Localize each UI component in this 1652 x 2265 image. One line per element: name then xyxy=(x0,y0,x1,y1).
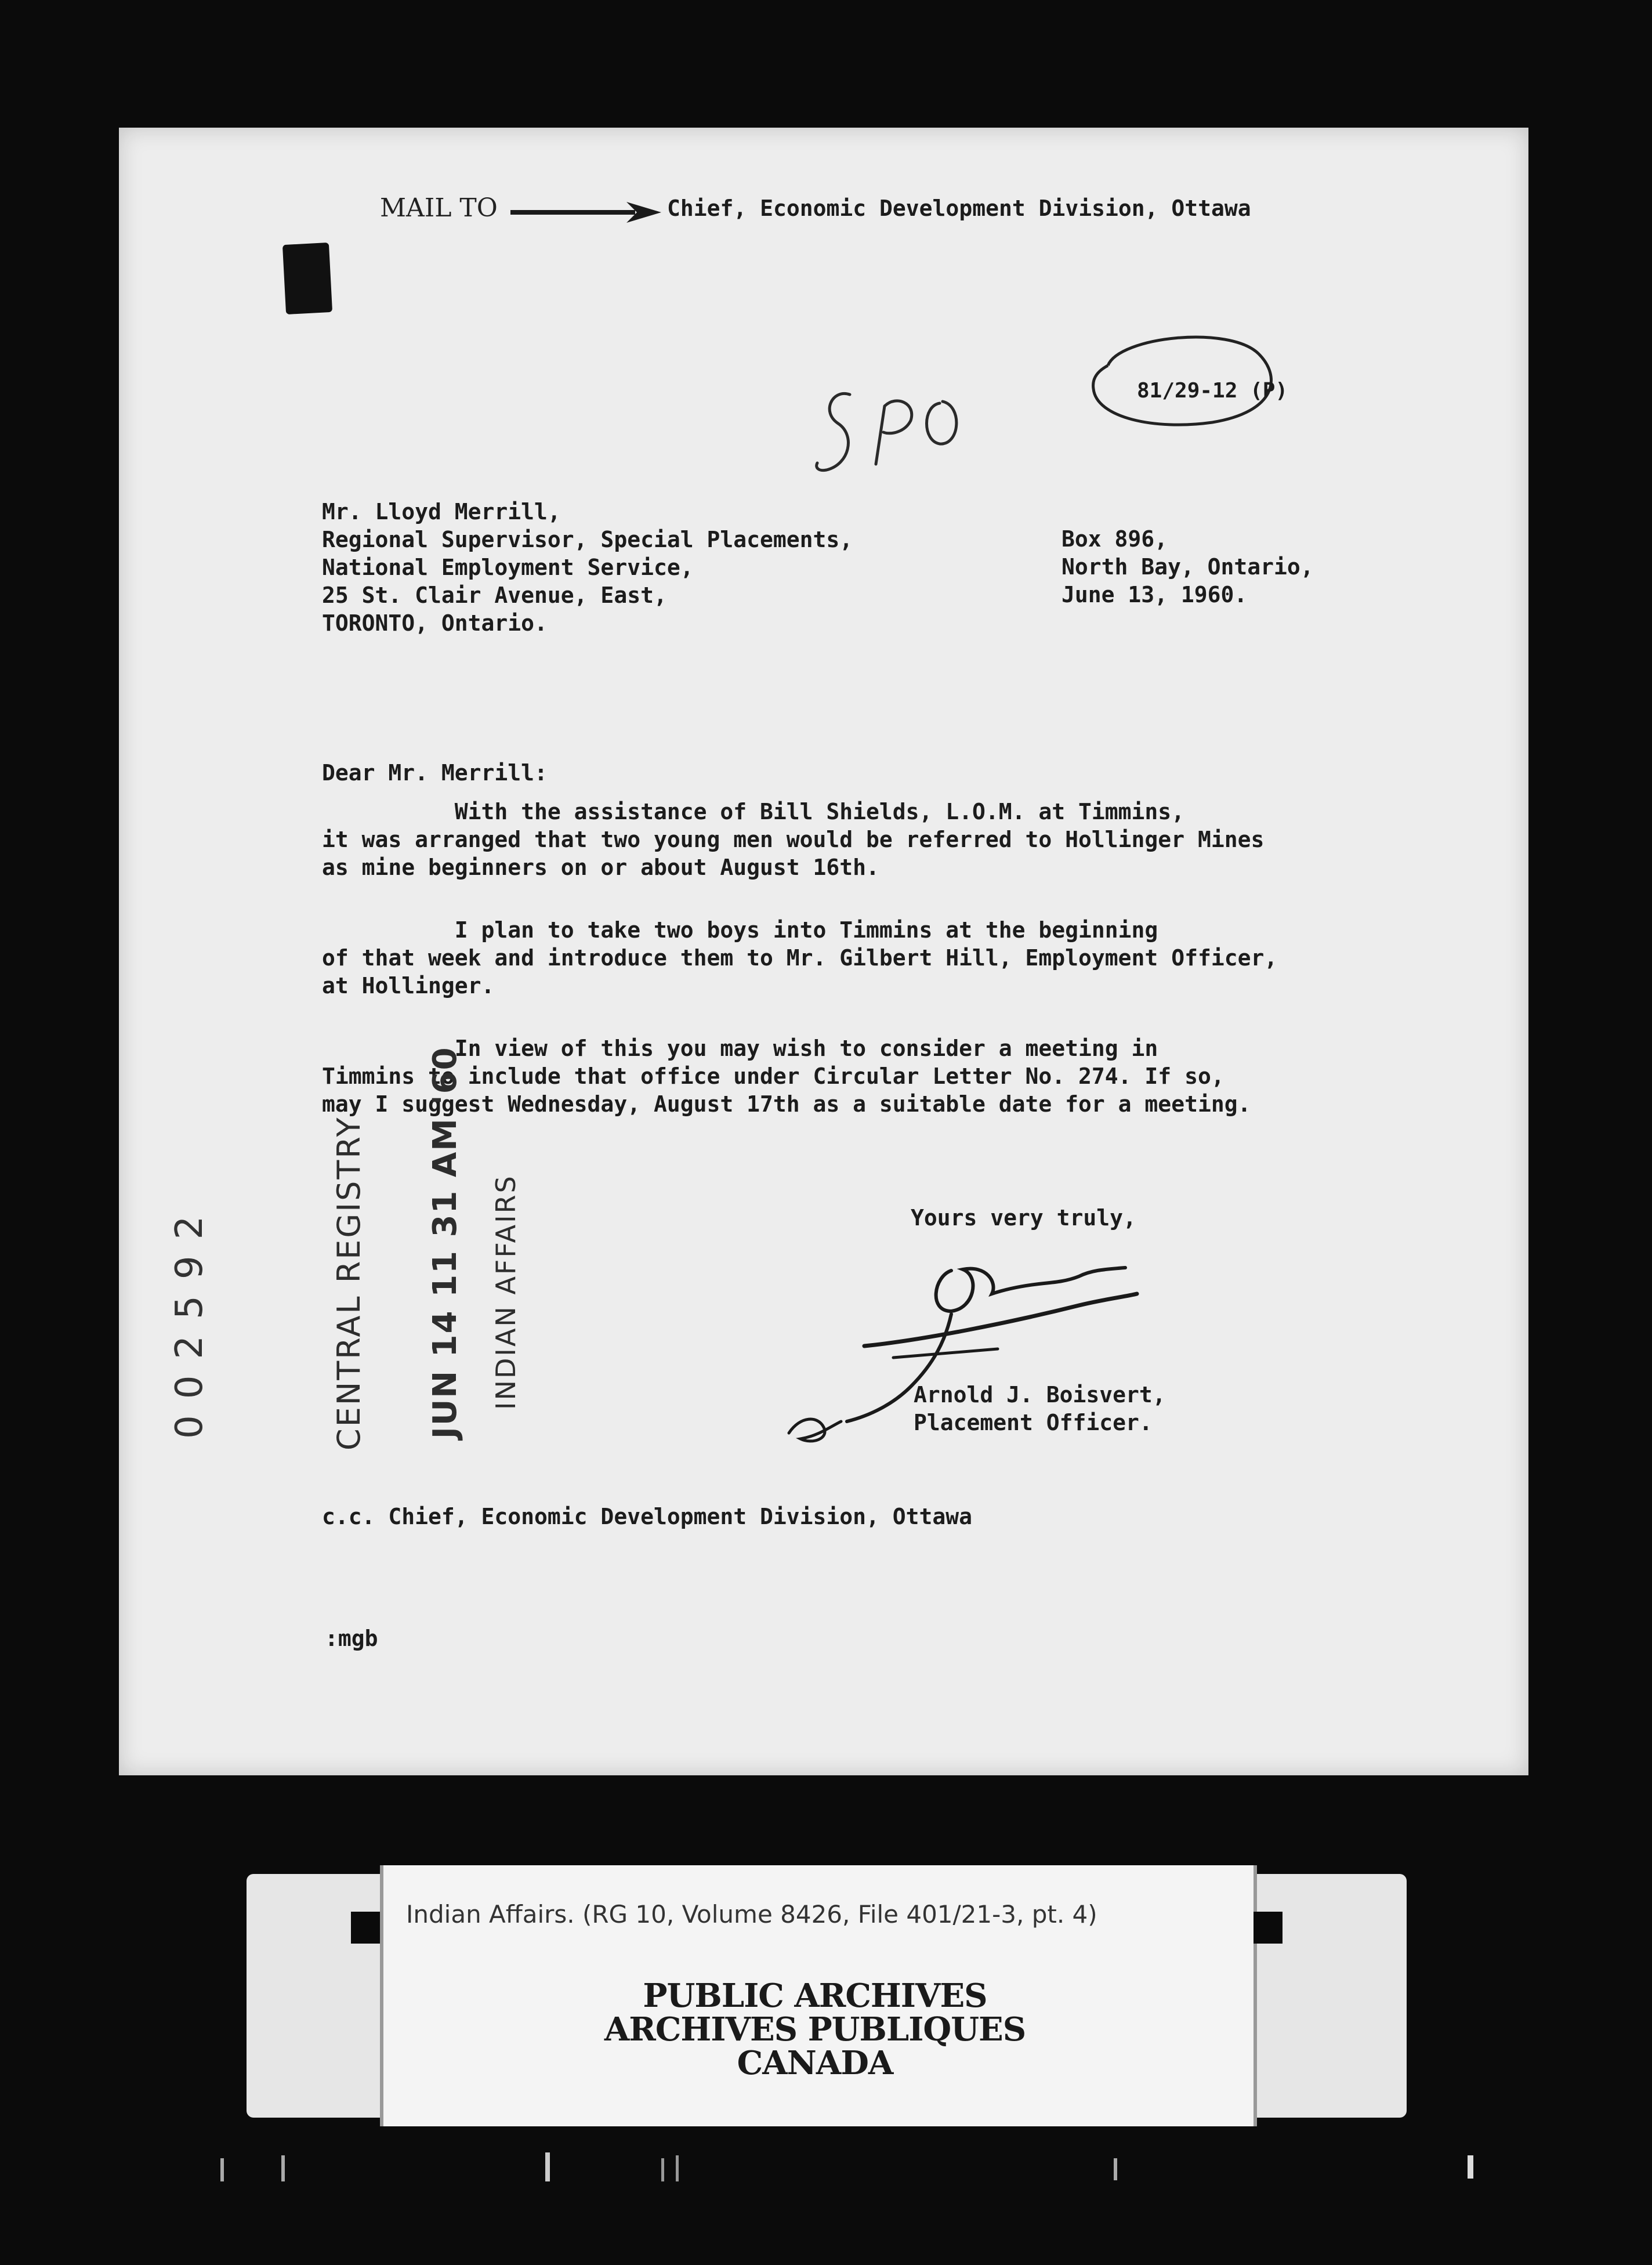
body-line: With the assistance of Bill Shields, L.O.M. at Timmins, xyxy=(322,799,1185,824)
sender-address-block xyxy=(1062,525,1314,609)
body-line: as mine beginners on or about August 16th. xyxy=(322,855,879,880)
addressee-line: TORONTO, Ontario. xyxy=(322,610,548,636)
archive-reference: Indian Affairs. (RG 10, Volume 8426, File 401/21-3, pt. 4) xyxy=(406,1900,1097,1928)
addressee-block xyxy=(322,498,853,637)
label-notch xyxy=(1254,1912,1283,1944)
registry-stamp-date: JUN 14 11 31 AM '60 xyxy=(426,1046,464,1439)
body-paragraph xyxy=(322,916,1277,1000)
registry-stamp-line: CENTRAL REGISTRY xyxy=(331,1116,367,1450)
mail-to-label: MAIL TO xyxy=(380,193,498,223)
body-line: I plan to take two boys into Timmins at the beginning xyxy=(322,917,1158,943)
signer-block xyxy=(914,1381,1166,1437)
body-line: at Hollinger. xyxy=(322,973,495,998)
closing: Yours very truly, xyxy=(911,1205,1136,1231)
typist-initials: :mgb xyxy=(325,1626,378,1651)
addressee-line: Mr. Lloyd Merrill, xyxy=(322,499,561,524)
addressee-line: 25 St. Clair Avenue, East, xyxy=(322,582,667,608)
handwritten-note-spo xyxy=(809,371,983,487)
label-notch xyxy=(351,1912,380,1944)
archive-title: ARCHIVES PUBLIQUES xyxy=(604,2010,1026,2049)
document-number-stamp: 002592 xyxy=(168,1199,211,1439)
body-paragraph xyxy=(322,798,1277,881)
punch-hole-mark xyxy=(282,243,332,314)
mail-to-destination: Chief, Economic Development Division, Ottawa xyxy=(667,196,1251,221)
body-line: it was arranged that two young men would be referred to Hollinger Mines xyxy=(322,827,1265,852)
letter-body xyxy=(322,798,1277,1153)
archive-title: PUBLIC ARCHIVES xyxy=(643,1977,987,2015)
body-paragraph xyxy=(322,1034,1277,1118)
arrow-right-icon xyxy=(510,201,661,224)
sender-line: North Bay, Ontario, xyxy=(1062,554,1314,580)
addressee-line: Regional Supervisor, Special Placements, xyxy=(322,527,853,552)
letter-date: June 13, 1960. xyxy=(1062,582,1248,607)
body-line: Timmins to include that office under Circular Letter No. 274. If so, xyxy=(322,1063,1224,1089)
salutation: Dear Mr. Merrill: xyxy=(322,760,548,786)
sender-line: Box 896, xyxy=(1062,526,1168,552)
file-reference: 81/29-12 (P) xyxy=(1137,379,1288,403)
archive-title: CANADA xyxy=(737,2044,893,2082)
signer-title: Placement Officer. xyxy=(914,1410,1153,1435)
addressee-line: National Employment Service, xyxy=(322,555,694,580)
signer-name: Arnold J. Boisvert, xyxy=(914,1382,1166,1408)
body-line: may I suggest Wednesday, August 17th as a suitable date for a meeting. xyxy=(322,1091,1251,1117)
body-line: In view of this you may wish to consider a meeting in xyxy=(322,1036,1158,1061)
film-edge-specks xyxy=(0,2147,1652,2193)
registry-stamp-line: INDIAN AFFAIRS xyxy=(490,1174,521,1410)
body-line: of that week and introduce them to Mr. Gilbert Hill, Employment Officer, xyxy=(322,945,1278,971)
cc-line: c.c. Chief, Economic Development Division, Ottawa xyxy=(322,1504,973,1529)
